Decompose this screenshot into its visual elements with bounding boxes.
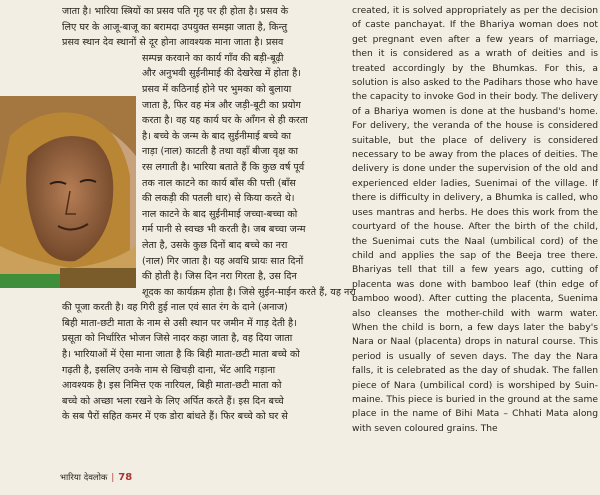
hindi-text-column <box>62 4 356 425</box>
page-footer <box>60 472 132 483</box>
english-text-column <box>352 4 598 436</box>
hindi-line: तक नाल काटने का कार्य बाँस की पत्ती (बाँस <box>142 177 296 189</box>
hindi-line: गढ़ती है, इसलिए उनके नाम से खिचड़ी दाना, भेंट आदि गड़ाना <box>62 364 276 376</box>
english-paragraph: created, it is solved appropriately as per the decision of caste panchayat. If the Bhariya woman does not get pregnant even after a few years of marriage, then it is considered as a wrath of deities and is treated accordingly by the Bhumkas. For this, a solution is also asked to the Padihars those who have the capacity to invoke God in their body. The delivery of a Bhariya women is done at the husband's home. For delivery, the veranda of the house is considered suitable, but the place of delivery is considered necessary to be away from the places of deities. The delivery is done under the supervision of the old and experienced elder ladies, Suenimai of the village. If there is difficulty in delivery, a Bhumka is called, who uses mantras and herbs. He does this work from the courtyard of the house. After the birth of the child, the Suenimai cuts the Naal (umbilical cord) of the child and applies the sap of the Beeja tree there. Bhariyas tell that till a few years ago, cutting of placenta was done with bamboo leaf (thin edge of bamboo wood). After cutting the placenta, Suenima also cleanses the mother-child with warm water. When the child is born, a few days later the baby's Nara or Naal (placenta) drops in natural course. This period is usually of seven days. The day the Nara falls, it is celebrated as the day of shudak. The fallen piece of Nara (umbilical cord) is worshiped by Suin-maine. This piece is buried in the ground at the same place in the name of Bihi Mata – Chhati Mata along with seven coloured grains. The <box>352 6 598 434</box>
hindi-line: रस लगाती है। भारिया बताते हैं कि कुछ वर्ष पूर्व <box>142 161 305 173</box>
hindi-line: (नाल) गिर जाता है। यह अवधि प्रायः सात दिनों <box>142 255 304 267</box>
footer-divider: | <box>111 473 115 483</box>
hindi-line: की पूजा करती है। वह गिरी हुई नाल एवं सात रंग के दाने (अनाज) <box>62 302 288 314</box>
hindi-line: शूदक का कार्यक्रम होता है। जिसे सुईन-माईन करते हैं, यह नरा <box>142 286 356 298</box>
hindi-line: और अनुभवी सुईनीमाई की देखरेख में होता है। <box>142 68 301 80</box>
hindi-line: जाता है, फिर वह मंत्र और जड़ी-बूटी का प्रयोग <box>142 99 301 111</box>
hindi-line: नाल काटने के बाद सुईनीमाई जच्चा-बच्चा को <box>142 208 298 220</box>
hindi-line: है। भारियाओं में ऐसा माना जाता है कि बिही माता-छटी माता बच्चे को <box>62 349 300 361</box>
page-number: 78 <box>118 472 133 483</box>
hindi-line: करता है। वह यह कार्य घर के आँगन से ही करता <box>142 115 308 127</box>
hindi-line: लेता है, उसके कुछ दिनों बाद बच्चे का नरा <box>142 239 288 251</box>
hindi-line: प्रसव स्थान देव स्थानों से दूर होना आवश्यक माना जाता है। प्रसव <box>62 37 284 49</box>
hindi-line: के सब पैरों सहित कमर में एक डोरा बांधते हैं। फिर बच्चे को घर से <box>62 411 288 423</box>
hindi-line: बच्चे को अच्छा भला रखने के लिए अर्पित करते हैं। इस दिन बच्चे <box>62 395 284 407</box>
hindi-line: प्रसव में कठिनाई होने पर भुमका को बुलाया <box>142 83 292 95</box>
book-title: भारिया देवलोक <box>60 473 108 483</box>
hindi-line: की होती है। जिस दिन नरा गिरता है, उस दिन <box>142 271 297 283</box>
hindi-line: बिही माता-छटी माता के नाम से उसी स्थान पर जमीन में गाड़ देती है। <box>62 317 297 329</box>
hindi-line: प्रसूता को निर्धारित भोजन जिसे नादर कहा जाता है, वह दिया जाता <box>62 333 293 345</box>
hindi-line: है। बच्चे के जन्म के बाद सुईनीमाई बच्चे का <box>142 130 291 142</box>
hindi-line: नाड़ा (नाल) काटती है तथा वहाँ बीजा वृक्ष का <box>142 146 298 158</box>
hindi-line: सम्पन्न करवाने का कार्य गाँव की बड़ी-बूढ़ी <box>142 52 284 64</box>
hindi-line: की लकड़ी की पतली धार) से किया करते थे। <box>142 193 295 205</box>
hindi-line: लिए घर के आजू-बाजू का बरामदा उपयुक्त समझा जाता है, किन्तु <box>62 21 288 33</box>
hindi-line: गर्म पानी से स्वच्छ भी करती है। जब बच्चा जन्म <box>142 224 306 236</box>
hindi-line: आवश्यक है। इस निमित्त एक नारियल, बिही माता-छटी माता को <box>62 380 282 392</box>
hindi-line: जाता है। भारिया स्त्रियों का प्रसव पति गृह पर ही होता है। प्रसव के <box>62 6 289 17</box>
